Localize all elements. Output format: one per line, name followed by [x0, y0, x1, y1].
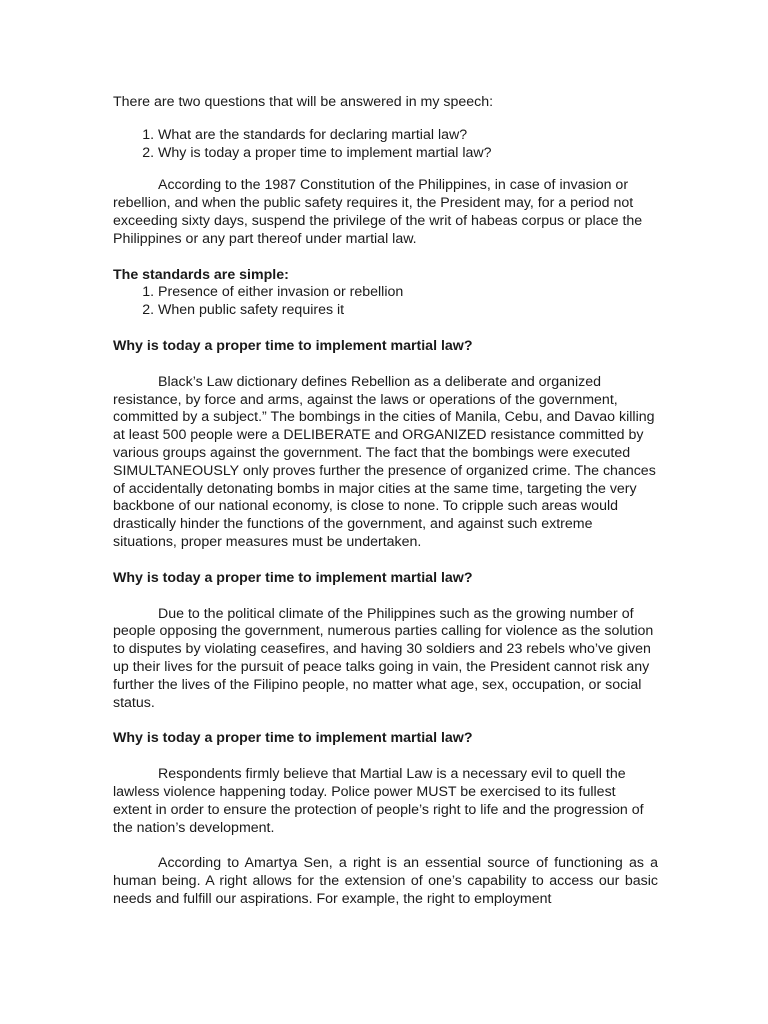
section-heading-2: Why is today a proper time to implement martial law?: [113, 569, 473, 586]
questions-list: [113, 127, 658, 163]
section-heading-1: Why is today a proper time to implement martial law?: [113, 337, 473, 354]
standard-item-1: 1. Presence of either invasion or rebellion: [158, 284, 658, 302]
standards-heading: The standards are simple:: [113, 266, 289, 283]
paragraph-sen: According to Amartya Sen, a right is an essential source of functioning as a human being. A right allows for the extension of one’s capability to access our basic needs and fulfill our aspirations. For example, the right to employment: [113, 855, 658, 907]
document-page: [113, 94, 658, 909]
section-heading-3: Why is today a proper time to implement martial law?: [113, 730, 473, 747]
intro-text: There are two questions that will be answered in my speech:: [113, 94, 494, 110]
paragraph-respondents: Respondents firmly believe that Martial Law is a necessary evil to quell the lawless violence happening today. Police power MUST be exercised to its fullest extent in order to ensure the protection of people’s right to life and the progression of the nation’s development.: [113, 766, 644, 836]
question-item-2: 2. Why is today a proper time to implement martial law?: [158, 145, 658, 163]
paragraph-constitution: According to the 1987 Constitution of the Philippines, in case of invasion or rebellion, and when the public safety requires it, the President may, for a period not exceeding sixty days, suspend the privilege of the writ of habeas corpus or place the Philippines or any part thereof under martial law.: [113, 177, 643, 247]
question-item-1: 1. What are the standards for declaring martial law?: [158, 127, 658, 145]
standard-item-2: 2. When public safety requires it: [158, 302, 658, 320]
paragraph-rebellion: Black’s Law dictionary defines Rebellion as a deliberate and organized resistance, by force and arms, against the laws or operations of the government, committed by a subject.” The bombings in the cities of Manila, Cebu, and Davao killing at least 500 people were a DELIBERATE and ORGANIZED resistance committed by various groups against the government. The fact that the bombings were executed SIMULTANEOUSLY only proves further the presence of organized crime. The chances of accidentally detonating bombs in major cities at the same time, targeting the very backbone of our national economy, is close to none. To cripple such areas would drastically hinder the functions of the government, and against such extreme situations, proper measures must be undertaken.: [113, 373, 656, 550]
standards-list: [113, 284, 658, 320]
paragraph-climate: Due to the political climate of the Philippines such as the growing number of people opposing the government, numerous parties calling for violence as the solution to disputes by violating ceasefires, and having 30 soldiers and 23 rebels who’ve given up their lives for the pursuit of peace talks going in vain, the President cannot risk any further the lives of the Filipino people, no matter what age, sex, occupation, or social status.: [113, 605, 654, 711]
